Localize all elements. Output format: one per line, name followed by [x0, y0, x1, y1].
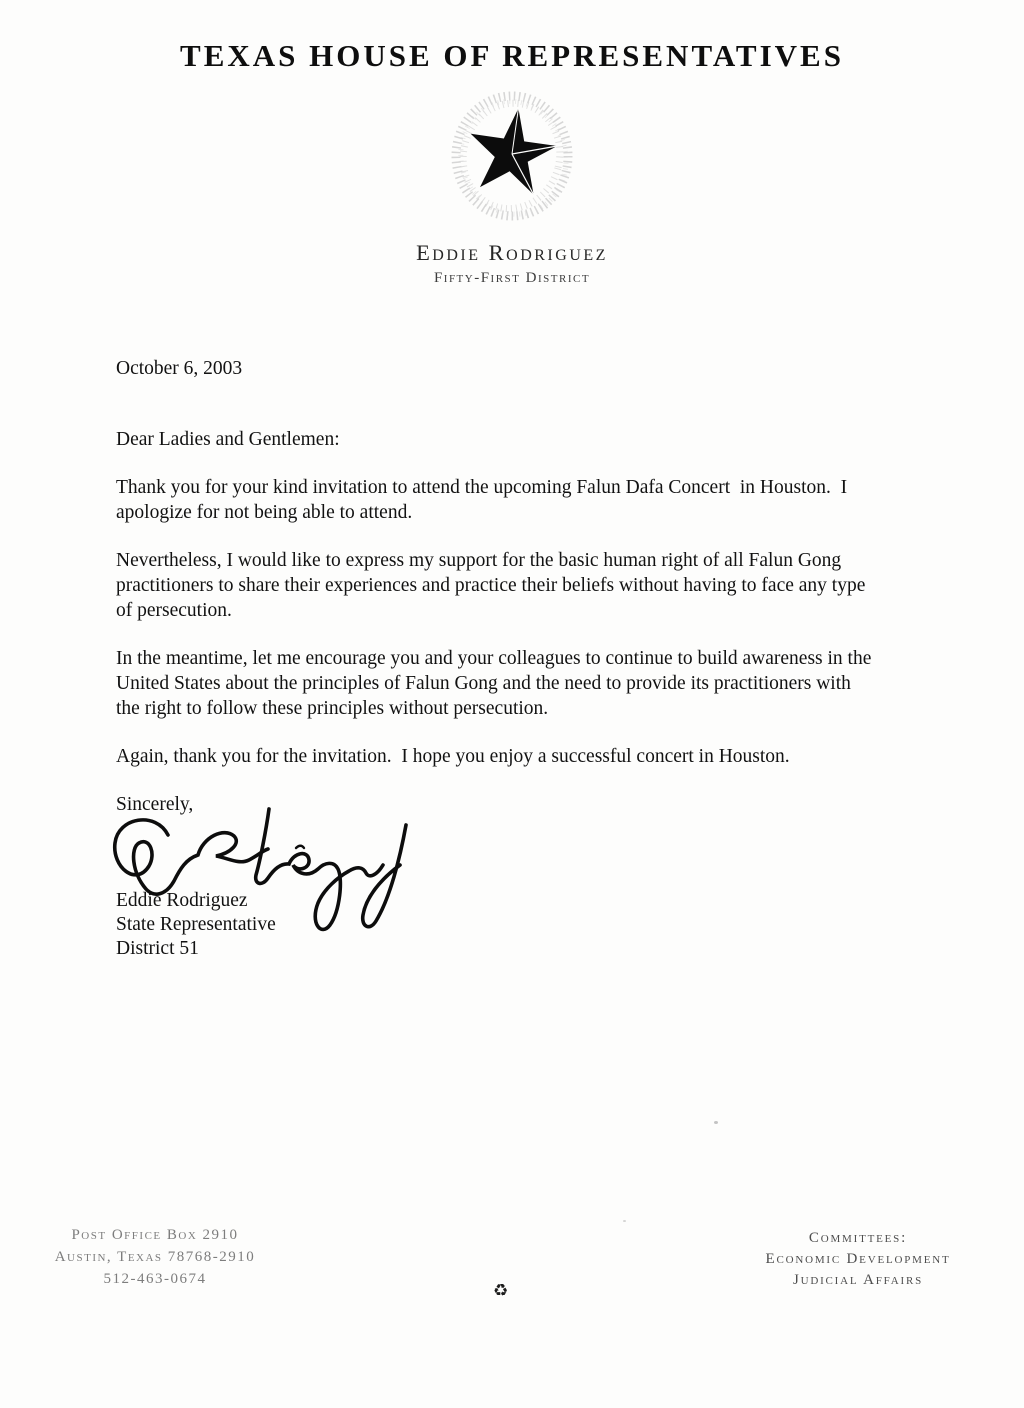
footer-address-line: Post Office Box 2910: [71, 1227, 239, 1243]
letter-salutation: Dear Ladies and Gentlemen:: [116, 429, 340, 450]
letterhead-member-name: Eddie Rodriguez: [416, 240, 608, 265]
texas-star-wreath-seal-icon: [437, 84, 587, 234]
paragraph-line: the right to follow these principles without persecution.: [116, 698, 549, 719]
paragraph-line: Again, thank you for the invitation. I hope you enjoy a successful concert in Houston.: [116, 746, 790, 767]
footer-committees-block: [742, 1228, 974, 1291]
committees-label: Committees:: [808, 1230, 908, 1246]
paragraph-3: [116, 646, 916, 721]
paragraph-4: [116, 744, 916, 769]
paragraph-line: United States about the principles of Falun Gong and the need to provide its practitioners with: [116, 673, 851, 694]
footer-address-block: [38, 1224, 272, 1290]
paragraph-2: [116, 548, 916, 623]
letter-body: [116, 356, 916, 961]
scan-speck: [623, 1220, 626, 1222]
signature-area: [116, 817, 916, 889]
signer-title: State Representative: [116, 914, 276, 935]
paragraph-1: [116, 475, 916, 525]
footer-phone: 512-463-0674: [103, 1271, 207, 1287]
paragraph-line: Nevertheless, I would like to express my support for the basic human right of all Falun Gong: [116, 550, 842, 571]
scan-speck: [714, 1121, 718, 1124]
letterhead-member-district: Fifty-First District: [433, 270, 591, 286]
footer-address-line: Austin, Texas 78768-2910: [54, 1249, 256, 1265]
recycle-icon: ♻: [493, 1281, 509, 1301]
letter-closing: Sincerely,: [116, 794, 194, 815]
letter-date: October 6, 2003: [116, 358, 243, 379]
signer-district: District 51: [116, 938, 199, 959]
paragraph-line: of persecution.: [116, 600, 232, 621]
paragraph-line: apologize for not being able to attend.: [116, 502, 413, 523]
paragraph-line: Thank you for your kind invitation to attend the upcoming Falun Dafa Concert in Houston. I: [116, 477, 848, 498]
signer-name: Eddie Rodriguez: [116, 890, 248, 911]
paragraph-line: practitioners to share their experiences and practice their beliefs without having to face any type: [116, 575, 866, 596]
paragraph-line: In the meantime, let me encourage you and your colleagues to continue to build awareness in the: [116, 648, 872, 669]
committee-item: Judicial Affairs: [792, 1272, 924, 1288]
letterhead-title: TEXAS HOUSE OF REPRESENTATIVES: [180, 38, 844, 73]
committee-item: Economic Development: [765, 1251, 951, 1267]
